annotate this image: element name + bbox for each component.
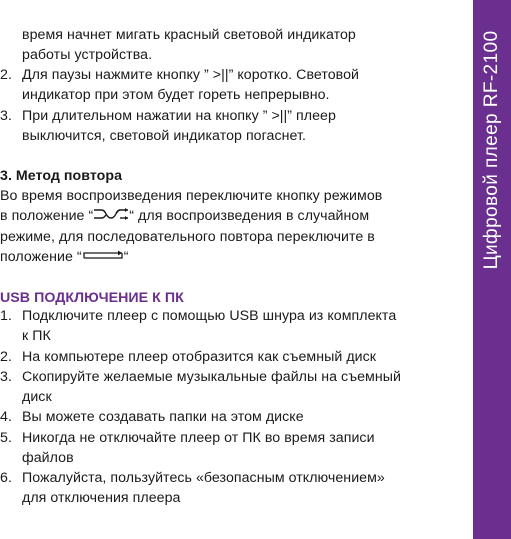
item-number: 5. (0, 430, 12, 446)
step-number: 2. (0, 67, 12, 83)
item-number: 2. (0, 349, 12, 365)
repeat-line-1: Во время воспроизведения переключите кнопку режимов (0, 188, 383, 204)
item-text: Вы можете создавать папки на этом диске (22, 409, 304, 425)
usb-item-1-line-2: к ПК (22, 328, 51, 344)
repeat-heading: 3. Метод повтора (0, 168, 123, 184)
step-text: Для паузы нажмите кнопку ” >||” коротко. Световой (22, 67, 360, 83)
item-text: На компьютере плеер отобразится как съемный диск (22, 349, 377, 365)
step-3-line-2: выключится, световой индикатор погаснет. (22, 128, 306, 144)
item-text: Пожалуйста, пользуйтесь «безопасным отключением» (22, 470, 385, 486)
repeat-line-2-end: “ для воспроизведения в случайном (129, 208, 370, 224)
repeat-line-2 (0, 207, 369, 225)
usb-item-5-line-2: файлов (22, 450, 74, 466)
item-number: 6. (0, 470, 12, 486)
intro-line-1: время начнет мигать красный световой индикатор (22, 27, 356, 43)
item-text: Никогда не отключайте плеер от ПК во время записи (22, 430, 375, 446)
repeat-line-4-start: положение “ (0, 249, 82, 265)
usb-item-6-line-2: для отключения плеера (22, 490, 181, 506)
step-text: При длительном нажатии на кнопку ” >||” плеер (22, 108, 336, 124)
usb-item-3-line-2: диск (22, 389, 52, 405)
item-number: 1. (0, 308, 12, 324)
repeat-line-4-end: “ (123, 249, 129, 265)
item-text: Скопируйте желаемые музыкальные файлы на съемный (22, 369, 401, 385)
repeat-line-4 (0, 248, 128, 266)
repeat-line-2-start: в положение “ (0, 208, 94, 224)
item-text: Подключите плеер с помощью USB шнура из комплекта (22, 308, 397, 324)
step-number: 3. (0, 108, 12, 124)
shuffle-mode-icon (93, 207, 129, 225)
intro-line-2: работы устройства. (22, 47, 153, 63)
usb-heading: USB ПОДКЛЮЧЕНИЕ К ПК (0, 290, 184, 306)
repeat-line-3: режиме, для последовательного повтора переключите в (0, 229, 375, 245)
item-number: 3. (0, 369, 12, 385)
side-band (473, 0, 511, 539)
product-title: Цифровой плеер RF-2100 (481, 30, 502, 270)
item-number: 4. (0, 409, 12, 425)
repeat-mode-icon (82, 248, 124, 266)
step-2-line-2: индикатор при этом будет гореть непрерывно. (22, 87, 330, 103)
